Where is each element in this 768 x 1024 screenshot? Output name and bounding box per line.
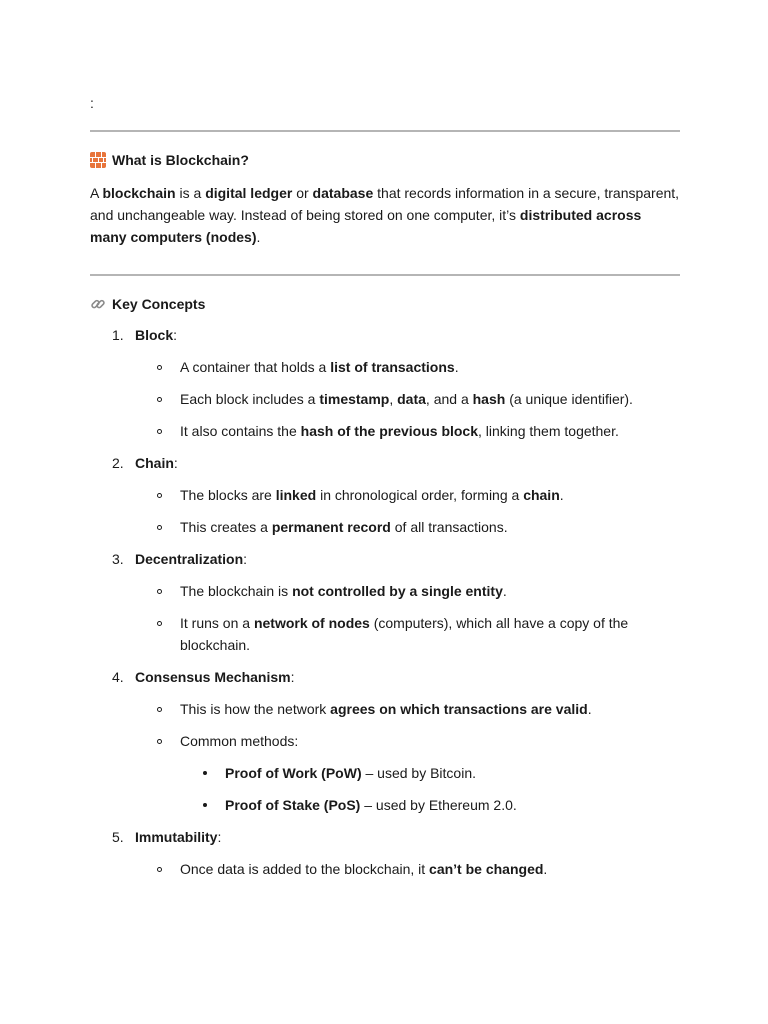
circle-bullet-icon (157, 397, 162, 402)
item-number: 2. (112, 455, 124, 471)
list-item: 1. Block: A container that holds a list of transactions. Each block includes a timestamp, data, and a hash (a unique identifier). It also contains the hash of the previous block, linking them together. (90, 324, 680, 442)
circle-bullet-icon (157, 621, 162, 626)
sub-list (135, 484, 680, 538)
circle-bullet-icon (157, 867, 162, 872)
sub-list-item: This is how the network agrees on which transactions are valid. (135, 698, 680, 720)
circle-bullet-icon (157, 739, 162, 744)
item-label: Decentralization (135, 551, 244, 567)
list-item: 5. Immutability: Once data is added to the blockchain, it can’t be changed. (90, 826, 680, 880)
sub-list-item: This creates a permanent record of all transactions. (135, 516, 680, 538)
section-heading-what-is-blockchain (90, 150, 680, 170)
circle-bullet-icon (157, 429, 162, 434)
circle-bullet-icon (157, 707, 162, 712)
square-bullet-icon (203, 771, 207, 775)
circle-bullet-icon (157, 525, 162, 530)
key-concepts-list (90, 324, 680, 880)
sub-list-item: The blockchain is not controlled by a single entity. (135, 580, 680, 602)
item-label: Chain (135, 455, 174, 471)
sub-list (135, 698, 680, 816)
circle-bullet-icon (157, 589, 162, 594)
link-icon (90, 296, 106, 312)
blockchain-definition-paragraph: A blockchain is a digital ledger or database that records information in a secure, transparent, and unchangeable way. Instead of being stored on one computer, it’s distributed across many computers (nodes). (90, 185, 680, 245)
method-item: Proof of Stake (PoS) – used by Ethereum 2.0. (180, 794, 680, 816)
sub-list-item: It runs on a network of nodes (computers), which all have a copy of the blockchain. (135, 612, 680, 656)
list-item: 4. Consensus Mechanism: This is how the network agrees on which transactions are valid. Common methods: Proof of Work (PoW) – used by Bitcoin. Proof of Stake (PoS) – used by Ethereum 2.0. (90, 666, 680, 816)
methods-list (180, 762, 680, 816)
sub-list (135, 356, 680, 442)
sub-list-item: Each block includes a timestamp, data, and a hash (a unique identifier). (135, 388, 680, 410)
circle-bullet-icon (157, 365, 162, 370)
sub-list (135, 858, 680, 880)
section-title: Key Concepts (112, 296, 206, 312)
list-item: 3. Decentralization: The blockchain is not controlled by a single entity. It runs on a network of nodes (computers), which all have a copy of the blockchain. (90, 548, 680, 656)
item-number: 5. (112, 829, 124, 845)
item-number: 3. (112, 551, 124, 567)
brick-wall-icon (90, 152, 106, 168)
item-number: 1. (112, 327, 124, 343)
item-label: Consensus Mechanism (135, 669, 291, 685)
sub-list-item: The blocks are linked in chronological order, forming a chain. (135, 484, 680, 506)
sub-list-item: A container that holds a list of transactions. (135, 356, 680, 378)
sub-list-item: Common methods: Proof of Work (PoW) – used by Bitcoin. Proof of Stake (PoS) – used by Ethereum 2.0. (135, 730, 680, 816)
circle-bullet-icon (157, 493, 162, 498)
item-label: Immutability (135, 829, 218, 845)
document-page (90, 92, 680, 880)
divider-2 (90, 274, 680, 276)
sub-list (135, 580, 680, 656)
sub-list-item: Once data is added to the blockchain, it can’t be changed. (135, 858, 680, 880)
divider-1 (90, 130, 680, 132)
leading-colon: : (90, 95, 94, 111)
method-item: Proof of Work (PoW) – used by Bitcoin. (180, 762, 680, 784)
sub-list-item: It also contains the hash of the previous block, linking them together. (135, 420, 680, 442)
item-label: Block (135, 327, 174, 343)
section-title: What is Blockchain? (112, 152, 249, 168)
section-heading-key-concepts (90, 294, 680, 314)
square-bullet-icon (203, 803, 207, 807)
list-item: 2. Chain: The blocks are linked in chronological order, forming a chain. This creates a permanent record of all transactions. (90, 452, 680, 538)
item-number: 4. (112, 669, 124, 685)
